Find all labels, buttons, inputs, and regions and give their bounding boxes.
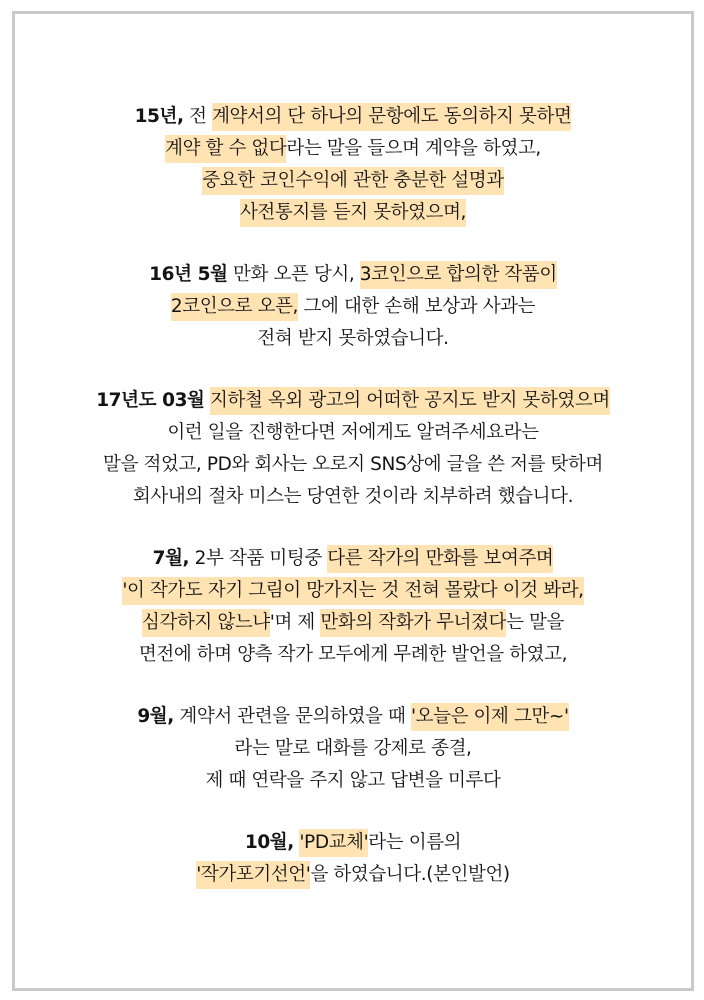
highlighted-text: '작가포기선언' bbox=[196, 861, 310, 889]
highlighted-text: 만화의 작화가 무너졌다 bbox=[320, 609, 506, 637]
text-line bbox=[15, 133, 691, 165]
text-line bbox=[15, 197, 691, 229]
highlighted-text: 사전통지를 듣지 못하였으며, bbox=[240, 199, 466, 227]
highlighted-text: 지하철 옥외 광고의 어떠한 공지도 받지 못하였으며 bbox=[210, 387, 610, 415]
text-segment: 라는 이름의 bbox=[368, 832, 462, 853]
text-line bbox=[15, 259, 691, 291]
highlighted-text: 계약서의 단 하나의 문항에도 동의하지 못하면 bbox=[212, 103, 571, 131]
highlighted-text: '이 작가도 자기 그림이 망가지는 것 전혀 몰랐다 이것 봐라, bbox=[122, 577, 583, 605]
text-line bbox=[15, 543, 691, 575]
text-segment: 라는 말을 들으며 계약을 하였고, bbox=[286, 138, 541, 159]
text-segment: 라는 말로 대화를 강제로 종결, bbox=[234, 738, 472, 759]
text-segment: 을 하였습니다.(본인발언) bbox=[310, 864, 510, 885]
text-segment: 제 때 연락을 주지 않고 답변을 미루다 bbox=[205, 770, 501, 791]
date-label: 16년 5월 bbox=[149, 264, 228, 285]
text-line bbox=[15, 323, 691, 355]
text-line bbox=[15, 385, 691, 417]
highlighted-text: 중요한 코인수익에 관한 충분한 설명과 bbox=[202, 167, 503, 195]
paragraph bbox=[15, 543, 691, 671]
date-label: 17년도 03월 bbox=[96, 390, 205, 411]
text-line bbox=[15, 607, 691, 639]
text-segment: 계약서 관련을 문의하였을 때 bbox=[173, 706, 411, 727]
text-segment: 면전에 하며 양측 작가 모두에게 무례한 발언을 하였고, bbox=[138, 644, 568, 665]
highlighted-text: 심각하지 않느냐 bbox=[142, 609, 270, 637]
text-segment: 전 bbox=[183, 106, 213, 127]
page-frame bbox=[12, 11, 694, 991]
text-line bbox=[15, 165, 691, 197]
paragraph bbox=[15, 259, 691, 355]
text-segment: '며 제 bbox=[269, 612, 321, 633]
text-line bbox=[15, 639, 691, 671]
highlighted-text: 다른 작가의 만화를 보여주며 bbox=[327, 545, 553, 573]
date-label: 15년, bbox=[134, 106, 184, 127]
text-segment: 는 말을 bbox=[506, 612, 564, 633]
date-label: 10월, bbox=[244, 832, 294, 853]
text-segment: 이런 일을 진행한다면 저에게도 알려주세요라는 bbox=[167, 422, 539, 443]
text-line bbox=[15, 701, 691, 733]
text-line bbox=[15, 827, 691, 859]
paragraph bbox=[15, 385, 691, 513]
text-segment: 만화 오픈 당시, bbox=[227, 264, 360, 285]
text-line bbox=[15, 765, 691, 797]
text-line bbox=[15, 101, 691, 133]
text-segment: 2부 작품 미팅중 bbox=[189, 548, 328, 569]
text-line bbox=[15, 417, 691, 449]
highlighted-text: '오늘은 이제 그만~' bbox=[411, 703, 569, 731]
text-segment: 그에 대한 손해 보상과 사과는 bbox=[298, 296, 536, 317]
paragraph bbox=[15, 701, 691, 797]
text-line bbox=[15, 733, 691, 765]
text-line bbox=[15, 481, 691, 513]
highlighted-text: 계약 할 수 없다 bbox=[165, 135, 286, 163]
paragraph bbox=[15, 101, 691, 229]
date-label: 9월, bbox=[137, 706, 174, 727]
statement-text bbox=[15, 101, 691, 921]
text-segment: 말을 적었고, PD와 회사는 오로지 SNS상에 글을 쓴 저를 탓하며 bbox=[103, 454, 603, 475]
text-line bbox=[15, 449, 691, 481]
highlighted-text: 3코인으로 합의한 작품이 bbox=[360, 261, 557, 289]
highlighted-text: 'PD교체' bbox=[299, 829, 368, 857]
paragraph bbox=[15, 827, 691, 891]
date-label: 7월, bbox=[152, 548, 190, 569]
highlighted-text: 2코인으로 오픈, bbox=[171, 293, 298, 321]
text-line bbox=[15, 859, 691, 891]
text-segment: 회사내의 절차 미스는 당연한 것이라 치부하려 했습니다. bbox=[132, 486, 574, 507]
text-line bbox=[15, 291, 691, 323]
text-segment: 전혀 받지 못하였습니다. bbox=[257, 328, 449, 349]
text-line bbox=[15, 575, 691, 607]
